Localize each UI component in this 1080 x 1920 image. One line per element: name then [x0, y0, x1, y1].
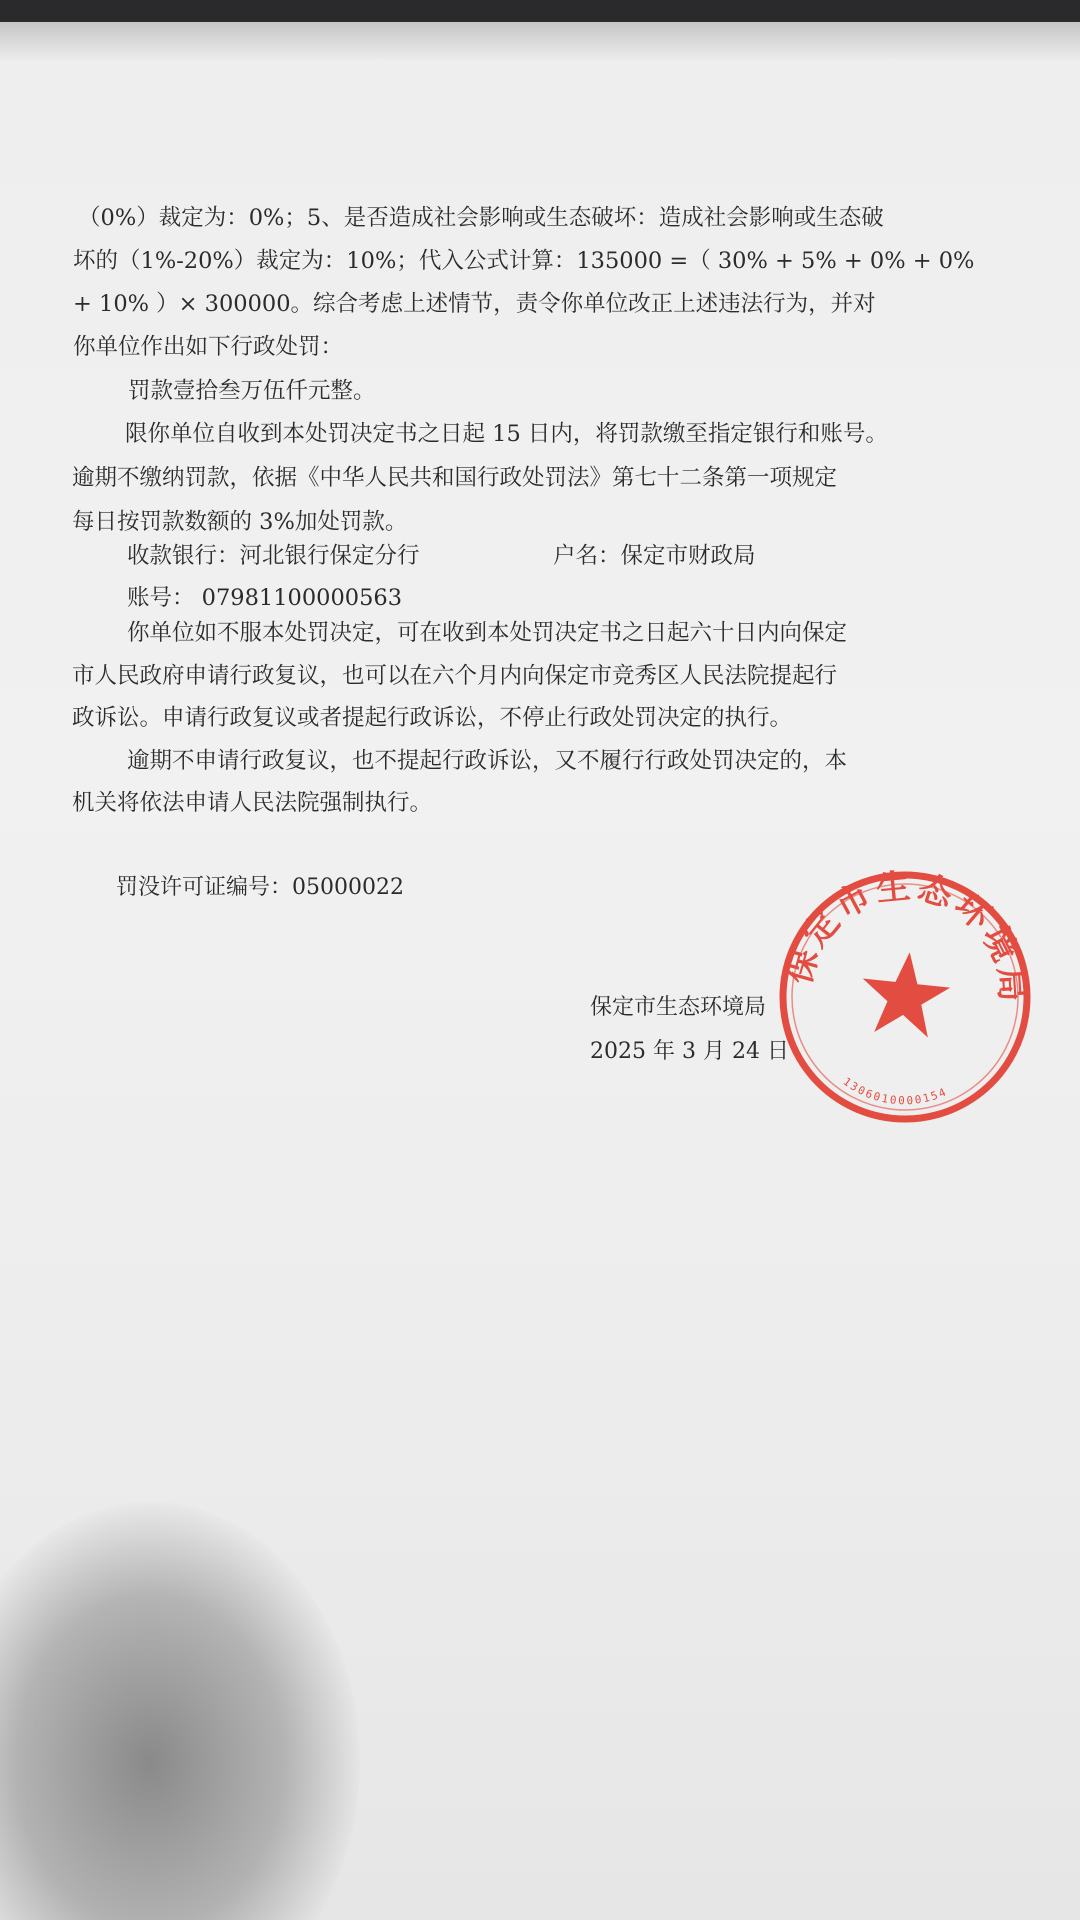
text-line-1: （0%）裁定为：0%；5、是否造成社会影响或生态破坏：造成社会影响或生态破: [78, 205, 884, 231]
receiving-bank-line: 收款银行：河北银行保定分行: [127, 543, 420, 569]
issuer-name: 保定市生态环境局: [590, 995, 767, 1020]
text-line-8: 每日按罚款数额的 3%加处罚款。: [72, 509, 408, 535]
text-line-4: 你单位作出如下行政处罚：: [73, 334, 344, 360]
text-line-2: 坏的（1%-20%）裁定为：10%；代入公式计算：135000 =（ 30% + 5% + 0% + 0%: [73, 248, 975, 274]
seal-text: 保定市生态环境局: [778, 866, 1033, 1007]
permit-number-line: 罚没许可证编号：05000022: [116, 875, 404, 900]
text-line-6: 限你单位自收到本处罚决定书之日起 15 日内，将罚款缴至指定银行和账号。: [125, 421, 888, 447]
text-line-13: 市人民政府申请行政复议，也可以在六个月内向保定市竞秀区人民法院提起行: [72, 663, 838, 689]
fine-amount-line: 罚款壹拾叁万伍仟元整。: [128, 378, 376, 404]
seal-code: 1306010000154: [840, 1074, 950, 1108]
text-line-16: 机关将依法申请人民法院强制执行。: [72, 790, 433, 816]
text-line-7: 逾期不缴纳罚款，依据《中华人民共和国行政处罚法》第七十二条第一项规定: [72, 465, 838, 491]
account-name-line: 户名：保定市财政局: [553, 543, 756, 569]
text-line-12: 你单位如不服本处罚决定，可在收到本处罚决定书之日起六十日内向保定: [127, 620, 848, 646]
text-line-15: 逾期不申请行政复议，也不提起行政诉讼，又不履行行政处罚决定的，本: [127, 748, 848, 774]
account-number-line: 账号： 07981100000563: [127, 585, 403, 611]
issue-date: 2025 年 3 月 24 日: [590, 1039, 789, 1064]
finger-shadow: [0, 1502, 360, 1920]
official-seal: [762, 854, 1048, 1140]
document-page: [0, 22, 1080, 1920]
text-line-14: 政诉讼。申请行政复议或者提起行政诉讼，不停止行政处罚决定的执行。: [72, 705, 793, 731]
text-line-3: + 10% ）× 300000。综合考虑上述情节，责令你单位改正上述违法行为，并对: [73, 291, 876, 317]
page-top-shadow: [0, 22, 1080, 62]
seal-star-icon: [857, 948, 953, 1040]
